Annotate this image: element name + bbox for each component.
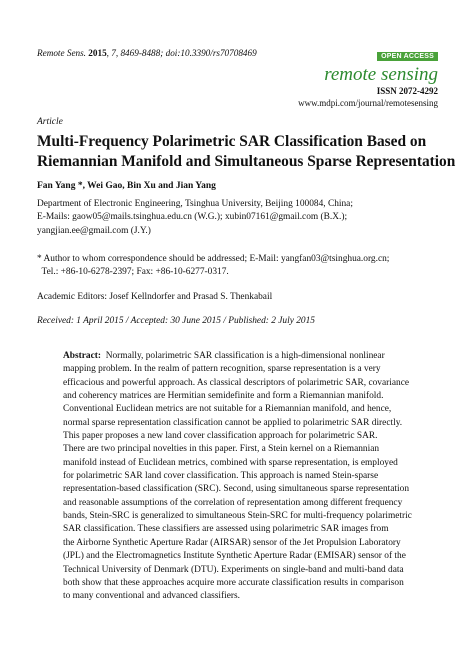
citation-line: [37, 48, 257, 58]
abstract-line: to many conventional and advanced classifiers.: [63, 591, 241, 602]
citation-year: 2015: [88, 48, 107, 58]
abstract-line: Normally, polarimetric SAR classification is a high-dimensional nonlinear: [101, 351, 385, 361]
citation-details: , 7, 8469-8488; doi:10.3390/rs70708469: [106, 48, 257, 58]
abstract-line: SAR classification. These classifiers are assessed using polarimetric SAR images from: [63, 524, 389, 535]
abstract-line: bands, Stein-SRC is generalized to simultaneous Stein-SRC for multi-frequency polarimetric: [63, 511, 412, 522]
abstract: [63, 350, 417, 604]
abstract-line: normal sparse representation classification cannot be applied to polarimetric SAR directly.: [63, 417, 403, 428]
abstract-line: both show that these approaches acquire more accurate classification results in comparison: [63, 577, 404, 588]
journal-url[interactable]: www.mdpi.com/journal/remotesensing: [298, 98, 438, 108]
title-line: Riemannian Manifold and Simultaneous Sparse Representation: [37, 152, 456, 170]
abstract-line: Conventional Euclidean metrics are not suitable for a Riemannian manifold, and hence,: [63, 404, 392, 415]
article-type: Article: [37, 117, 63, 127]
abstract-line: mapping problem. In the realm of pattern recognition, sparse representation is a very: [63, 364, 381, 375]
affiliation-line: yangjian.ee@gmail.com (J.Y.): [37, 225, 151, 236]
abstract-line: There are two principal novelties in this paper. First, a Stein kernel on a Riemannian: [63, 444, 380, 455]
affiliation-line: E-Mails: gaow05@mails.tsinghua.edu.cn (W.G.); xubin07161@gmail.com (B.X.);: [37, 212, 348, 223]
abstract-line: (JPL) and the Electromagnetics Institute Synthetic Aperture Radar (EMISAR) sensor of the: [63, 551, 406, 562]
abstract-line: Technical University of Denmark (DTU). Experiments on single-band and multi-band data: [63, 564, 404, 575]
correspondence-line: * Author to whom correspondence should be addressed; E-Mail: yangfan03@tsinghua.org.cn;: [37, 254, 390, 264]
abstract-line: representation-based classification (SRC). Second, using simultaneous sparse representation: [63, 484, 410, 495]
open-access-badge: OPEN ACCESS: [377, 52, 438, 61]
paper-title: [37, 132, 456, 171]
abstract-line: for polarimetric SAR land cover classification. This approach is named Stein-sparse: [63, 471, 379, 482]
abstract-line: and reasonable assumptions of the correlation of representation among different frequency: [63, 497, 403, 508]
issn: ISSN 2072-4292: [376, 86, 438, 96]
abstract-line: the Airborne Synthetic Aperture Radar (AIRSAR) sensor of the Jet Propulsion Laboratory: [63, 537, 401, 548]
abstract-line: and coherency matrices are Hermitian semidefinite and form a Riemannian manifold.: [63, 391, 384, 402]
abstract-line: This paper proposes a new land cover classification approach for polarimetric SAR.: [63, 431, 378, 442]
abstract-first-line: [63, 350, 417, 363]
abstract-line: efficacious and powerful approach. As classical descriptors of polarimetric SAR, covariance: [63, 377, 410, 388]
authors: Fan Yang *, Wei Gao, Bin Xu and Jian Yang: [37, 181, 216, 191]
academic-editors: Academic Editors: Josef Kellndorfer and Prasad S. Thenkabail: [37, 292, 273, 302]
correspondence: [37, 253, 447, 280]
citation-journal: Remote Sens.: [37, 48, 86, 58]
correspondence-line: Tel.: +86-10-6278-2397; Fax: +86-10-6277-0317.: [37, 267, 229, 278]
publication-dates: Received: 1 April 2015 / Accepted: 30 June 2015 / Published: 2 July 2015: [37, 316, 315, 326]
title-line: Multi-Frequency Polarimetric SAR Classification Based on: [37, 133, 427, 150]
abstract-line: manifold instead of Euclidean metrics, combined with sparse representation, is employed: [63, 457, 398, 468]
abstract-label: Abstract:: [63, 351, 102, 361]
affiliation-line: Department of Electronic Engineering, Tsinghua University, Beijing 100084, China;: [37, 199, 353, 209]
affiliation: [37, 198, 447, 238]
journal-name: remote sensing: [324, 64, 438, 85]
